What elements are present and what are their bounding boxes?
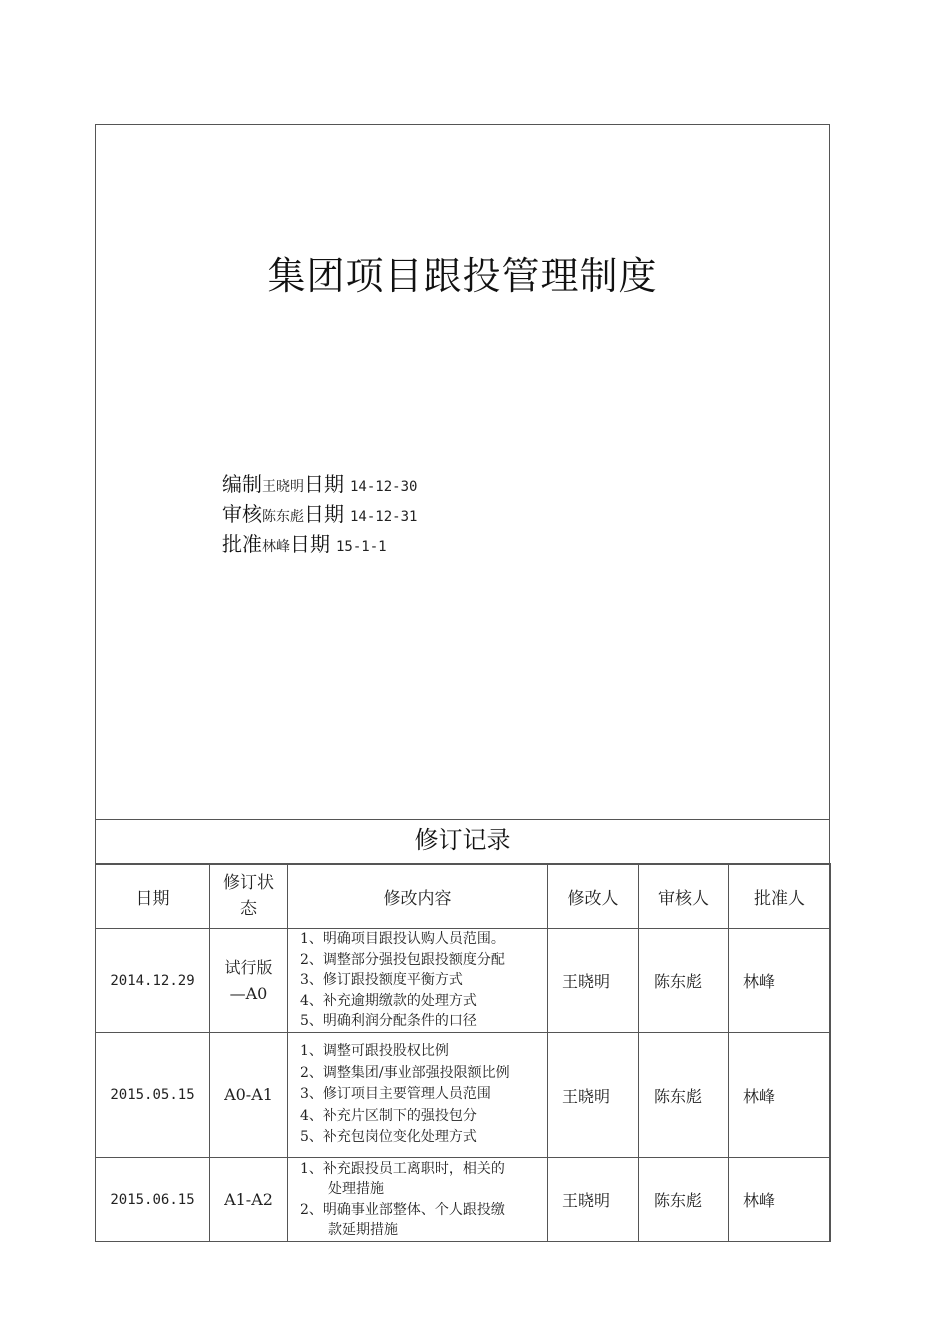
row-content xyxy=(288,1158,548,1242)
row-date: 2015.06.15 xyxy=(96,1158,210,1242)
signoff-role: 批准 xyxy=(222,532,262,556)
row-date: 2014.12.29 xyxy=(96,929,210,1033)
signoff-date: 15-1-1 xyxy=(336,539,387,555)
signoff-block xyxy=(222,469,417,559)
content-item: 5、补充包岗位变化处理方式 xyxy=(300,1129,477,1146)
signoff-date-label: 日期 xyxy=(304,502,344,526)
row-date: 2015.05.15 xyxy=(96,1033,210,1158)
signoff-date-label: 日期 xyxy=(290,532,330,556)
revision-table xyxy=(95,863,831,1242)
table-header-row xyxy=(96,864,831,929)
content-item-continuation: 处理措施 xyxy=(328,1181,384,1197)
row-state xyxy=(210,1158,288,1242)
header-modifier: 修改人 xyxy=(548,864,639,929)
row-state-line: —A0 xyxy=(229,983,268,1003)
document-frame xyxy=(95,124,830,1242)
row-reviewer: 陈东彪 xyxy=(639,929,729,1033)
signoff-person: 林峰 xyxy=(262,539,290,555)
signoff-row-compiler xyxy=(222,469,417,499)
header-reviewer: 审核人 xyxy=(639,864,729,929)
signoff-row-approver xyxy=(222,529,417,559)
content-item: 4、补充片区制下的强投包分 xyxy=(300,1107,477,1124)
content-item: 1、明确项目跟投认购人员范围。 xyxy=(300,931,505,948)
header-date: 日期 xyxy=(96,864,210,929)
content-item: 4、补充逾期缴款的处理方式 xyxy=(300,992,477,1009)
row-modifier: 王晓明 xyxy=(548,1158,639,1242)
table-row xyxy=(96,1033,831,1158)
signoff-person: 王晓明 xyxy=(262,479,304,495)
row-reviewer: 陈东彪 xyxy=(639,1033,729,1158)
content-item: 3、修订项目主要管理人员范围 xyxy=(300,1086,491,1103)
header-state-line: 态 xyxy=(240,899,257,919)
document-title: 集团项目跟投管理制度 xyxy=(267,254,658,298)
header-approver: 批准人 xyxy=(729,864,831,929)
content-item-continuation: 款延期措施 xyxy=(328,1222,398,1238)
signoff-date: 14-12-30 xyxy=(350,479,418,495)
table-row xyxy=(96,1158,831,1242)
header-state-line: 修订状 xyxy=(223,873,274,893)
row-content xyxy=(288,1033,548,1158)
signoff-row-reviewer xyxy=(222,499,417,529)
row-modifier: 王晓明 xyxy=(548,1033,639,1158)
content-item: 2、调整集团/事业部强投限额比例 xyxy=(300,1064,510,1081)
row-state-line: 试行版 xyxy=(224,957,273,977)
signoff-role: 编制 xyxy=(222,472,262,496)
signoff-role: 审核 xyxy=(222,502,262,526)
row-content xyxy=(288,929,548,1033)
table-row xyxy=(96,929,831,1033)
header-revision-state xyxy=(210,864,288,929)
content-item: 2、调整部分强投包跟投额度分配 xyxy=(300,951,505,968)
row-state-line: A1-A2 xyxy=(224,1189,273,1209)
row-approver: 林峰 xyxy=(729,1033,831,1158)
row-modifier: 王晓明 xyxy=(548,929,639,1033)
row-state-line: A0-A1 xyxy=(224,1085,273,1104)
signoff-person: 陈东彪 xyxy=(262,509,304,525)
signoff-date-label: 日期 xyxy=(304,472,344,496)
header-content: 修改内容 xyxy=(288,864,548,929)
row-state xyxy=(210,1033,288,1158)
content-item: 2、明确事业部整体、个人跟投缴 xyxy=(300,1201,505,1218)
row-approver: 林峰 xyxy=(729,929,831,1033)
signoff-date: 14-12-31 xyxy=(350,509,418,525)
row-state xyxy=(210,929,288,1033)
revision-record-title: 修订记录 xyxy=(96,819,829,865)
row-approver: 林峰 xyxy=(729,1158,831,1242)
content-item: 1、补充跟投员工离职时，相关的 xyxy=(300,1160,505,1177)
row-reviewer: 陈东彪 xyxy=(639,1158,729,1242)
content-item: 5、明确利润分配条件的口径 xyxy=(300,1013,477,1030)
content-item: 3、修订跟投额度平衡方式 xyxy=(300,972,463,989)
content-item: 1、调整可跟投股权比例 xyxy=(300,1043,449,1060)
